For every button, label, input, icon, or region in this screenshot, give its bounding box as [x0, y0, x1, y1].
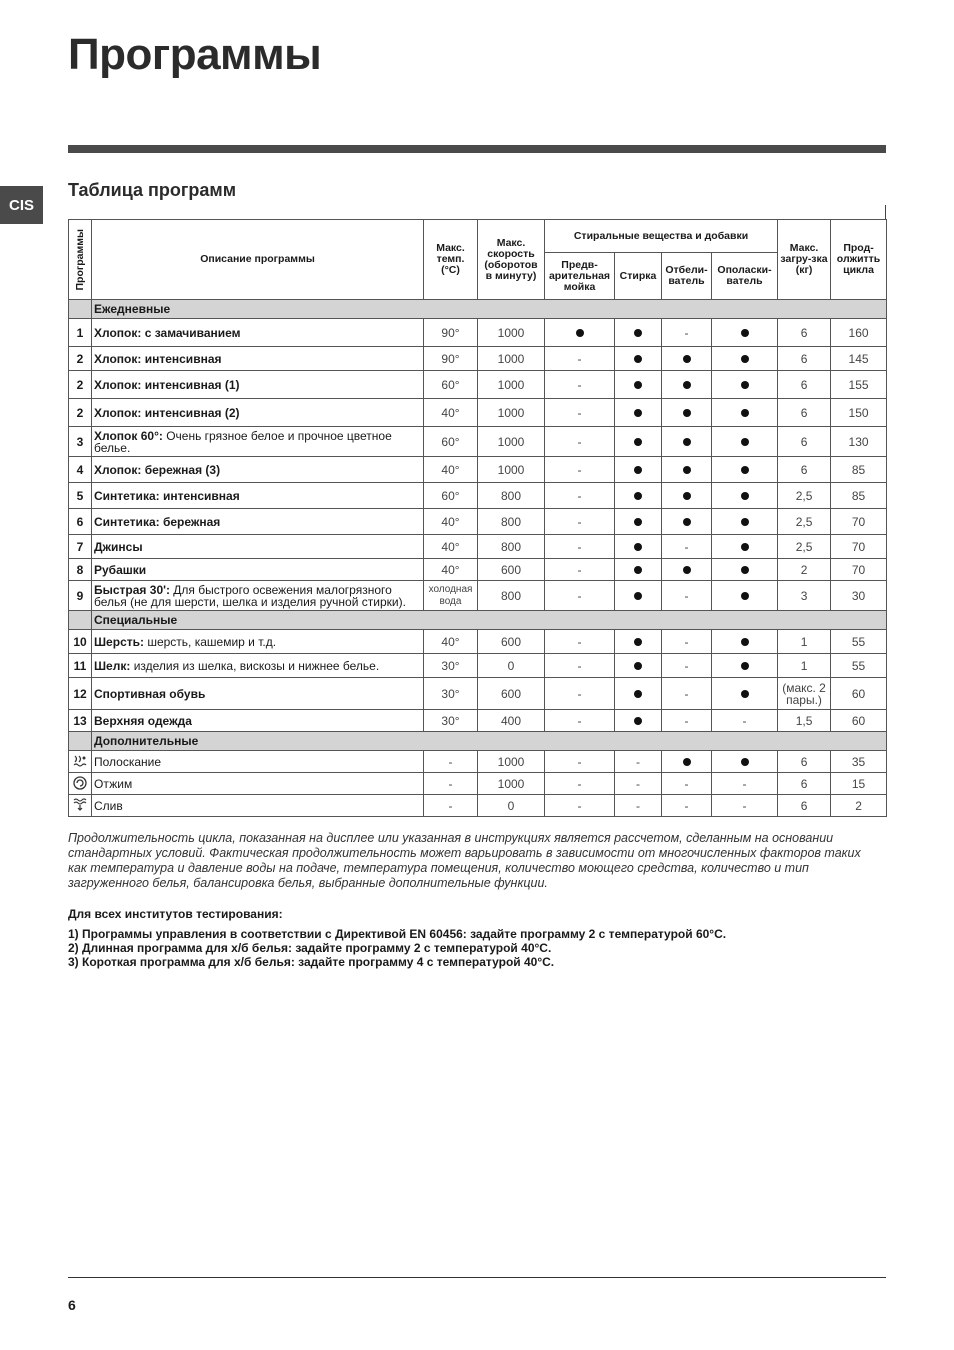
dot-icon [634, 466, 642, 474]
prewash-header: Предв-арительная мойка [545, 253, 615, 300]
included-mark [662, 399, 712, 427]
included-mark [662, 483, 712, 509]
page-title: Программы [68, 30, 322, 79]
program-number: 2 [69, 399, 92, 427]
included-mark [662, 457, 712, 483]
included-mark [615, 427, 662, 457]
included-mark [662, 559, 712, 581]
value-cell: - [545, 581, 615, 611]
included-mark [712, 559, 778, 581]
program-description [92, 654, 424, 678]
value-cell: 6 [778, 319, 831, 347]
value-cell: 70 [831, 559, 887, 581]
included-mark [712, 678, 778, 710]
included-mark [662, 371, 712, 399]
footer-divider [68, 1277, 886, 1278]
program-title: Хлопок: с замачиванием [94, 325, 241, 340]
dot-icon [634, 381, 642, 389]
testing-intro: Для всех институтов тестирования: [68, 907, 283, 921]
dot-icon [634, 592, 642, 600]
program-description [92, 509, 424, 535]
dot-icon [634, 566, 642, 574]
included-mark [615, 678, 662, 710]
program-description [92, 371, 424, 399]
value-cell: - [545, 630, 615, 654]
value-cell: 800 [478, 509, 545, 535]
included-mark [615, 654, 662, 678]
value-cell: 1000 [478, 427, 545, 457]
table-row [69, 319, 887, 347]
spin-icon [69, 773, 92, 795]
program-description [92, 710, 424, 732]
value-cell: - [424, 773, 478, 795]
value-cell: - [662, 319, 712, 347]
value-cell: 60 [831, 678, 887, 710]
value-cell: 40° [424, 457, 478, 483]
value-cell: 30° [424, 710, 478, 732]
value-cell: - [615, 751, 662, 773]
program-description [92, 751, 424, 773]
program-description [92, 795, 424, 817]
value-cell: 160 [831, 319, 887, 347]
value-cell: 3 [778, 581, 831, 611]
value-cell: 60° [424, 427, 478, 457]
table-row [69, 559, 887, 581]
program-description [92, 559, 424, 581]
max-speed-header: Макс. скорость (оборотов в минуту) [478, 220, 545, 300]
value-cell: 2 [831, 795, 887, 817]
dot-icon [741, 638, 749, 646]
table-row [69, 654, 887, 678]
value-cell: 6 [778, 371, 831, 399]
value-cell: - [545, 678, 615, 710]
program-number: 11 [69, 654, 92, 678]
value-cell: - [662, 710, 712, 732]
included-mark [712, 457, 778, 483]
program-number: 2 [69, 347, 92, 371]
table-row [69, 457, 887, 483]
value-cell: 35 [831, 751, 887, 773]
language-tab: CIS [0, 186, 43, 224]
included-mark [712, 535, 778, 559]
group-label: Специальные [92, 611, 887, 630]
table-corner-tick [885, 205, 886, 219]
program-number: 2 [69, 371, 92, 399]
table-row [69, 773, 887, 795]
included-mark [712, 654, 778, 678]
table-row [69, 581, 887, 611]
value-cell: 150 [831, 399, 887, 427]
table-row [69, 630, 887, 654]
dot-icon [683, 381, 691, 389]
dot-icon [576, 329, 584, 337]
program-title: Синтетика: интенсивная [94, 488, 240, 503]
program-details: шерсть, кашемир и т.д. [144, 634, 277, 649]
dot-icon [634, 518, 642, 526]
dot-icon [741, 690, 749, 698]
value-cell: - [712, 773, 778, 795]
included-mark [615, 581, 662, 611]
page-number: 6 [68, 1297, 76, 1313]
dot-icon [741, 518, 749, 526]
rinse-icon [69, 751, 92, 773]
dot-icon [741, 409, 749, 417]
testing-item: 1) Программы управления в соответствии с Директивой EN 60456: задайте программу 2 с температурой 60°C. [68, 927, 727, 941]
value-cell: 1000 [478, 319, 545, 347]
program-details: Очень грязное белое и прочное цветное белье. [94, 428, 392, 455]
value-cell: 1000 [478, 773, 545, 795]
program-details: Для быстрого освежения малогрязного белья (не для шерсти, шелка и изделия ручной стирки). [94, 582, 406, 609]
value-cell: - [545, 371, 615, 399]
included-mark [615, 399, 662, 427]
program-title: Шерсть: [94, 634, 144, 649]
value-cell: 2 [778, 559, 831, 581]
dot-icon [683, 758, 691, 766]
program-number: 13 [69, 710, 92, 732]
value-cell: 1000 [478, 371, 545, 399]
value-cell: 400 [478, 710, 545, 732]
group-spacer [69, 732, 92, 751]
included-mark [615, 371, 662, 399]
program-description [92, 773, 424, 795]
value-cell: - [615, 773, 662, 795]
included-mark [615, 710, 662, 732]
value-cell: - [545, 795, 615, 817]
value-cell: - [545, 654, 615, 678]
value-cell: 85 [831, 457, 887, 483]
dot-icon [634, 638, 642, 646]
value-cell: - [662, 535, 712, 559]
program-description [92, 399, 424, 427]
value-cell: 1,5 [778, 710, 831, 732]
value-cell: 30° [424, 678, 478, 710]
value-cell: - [545, 773, 615, 795]
program-number: 5 [69, 483, 92, 509]
included-mark [615, 630, 662, 654]
program-description [92, 535, 424, 559]
table-row [69, 710, 887, 732]
value-cell: 40° [424, 399, 478, 427]
value-cell: 70 [831, 509, 887, 535]
value-cell: 30° [424, 654, 478, 678]
program-description [92, 457, 424, 483]
program-details: Отжим [94, 776, 133, 791]
included-mark [615, 457, 662, 483]
dot-icon [741, 592, 749, 600]
dot-icon [634, 492, 642, 500]
program-number: 3 [69, 427, 92, 457]
value-cell: 85 [831, 483, 887, 509]
value-cell: 600 [478, 630, 545, 654]
testing-institutes [68, 907, 886, 969]
value-cell: - [662, 654, 712, 678]
included-mark [712, 581, 778, 611]
program-title: Джинсы [94, 539, 143, 554]
value-cell: 6 [778, 427, 831, 457]
group-label: Дополнительные [92, 732, 887, 751]
group-row [69, 300, 887, 319]
value-cell: 1000 [478, 457, 545, 483]
included-mark [615, 535, 662, 559]
value-cell: холодная вода [424, 581, 478, 611]
included-mark [662, 347, 712, 371]
value-cell: 1000 [478, 751, 545, 773]
value-cell: 0 [478, 795, 545, 817]
program-title: Хлопок: интенсивная (1) [94, 377, 240, 392]
included-mark [615, 319, 662, 347]
included-mark [662, 751, 712, 773]
value-cell: - [662, 581, 712, 611]
value-cell: - [545, 751, 615, 773]
program-title: Хлопок: интенсивная [94, 351, 222, 366]
value-cell: - [545, 399, 615, 427]
included-mark [712, 427, 778, 457]
testing-item: 2) Длинная программа для х/б белья: задайте программу 2 с температурой 40°C. [68, 941, 552, 955]
program-number: 7 [69, 535, 92, 559]
value-cell: 1000 [478, 347, 545, 371]
value-cell: 2,5 [778, 535, 831, 559]
dot-icon [741, 329, 749, 337]
value-cell: 6 [778, 795, 831, 817]
value-cell: - [615, 795, 662, 817]
value-cell: 40° [424, 509, 478, 535]
title-divider [68, 145, 886, 153]
included-mark [615, 483, 662, 509]
value-cell: 40° [424, 559, 478, 581]
value-cell: 15 [831, 773, 887, 795]
value-cell: 90° [424, 319, 478, 347]
program-description [92, 347, 424, 371]
dot-icon [683, 466, 691, 474]
program-title: Рубашки [94, 562, 147, 577]
value-cell: 800 [478, 483, 545, 509]
value-cell: 155 [831, 371, 887, 399]
value-cell: 40° [424, 630, 478, 654]
value-cell: 30 [831, 581, 887, 611]
program-number: 9 [69, 581, 92, 611]
program-details: Полоскание [94, 754, 162, 769]
included-mark [712, 509, 778, 535]
dot-icon [741, 438, 749, 446]
value-cell: - [662, 773, 712, 795]
softener-header: Ополаски-ватель [712, 253, 778, 300]
value-cell: - [662, 630, 712, 654]
value-cell: 6 [778, 399, 831, 427]
max-temp-header: Макс. темп. (°С) [424, 220, 478, 300]
programs-header: Программы [69, 220, 92, 300]
table-row [69, 399, 887, 427]
included-mark [615, 509, 662, 535]
dot-icon [741, 662, 749, 670]
value-cell: 70 [831, 535, 887, 559]
program-title: Шелк: [94, 658, 131, 673]
value-cell: 0 [478, 654, 545, 678]
value-cell: - [545, 509, 615, 535]
dot-icon [741, 466, 749, 474]
table-row [69, 751, 887, 773]
value-cell: - [545, 535, 615, 559]
table-row [69, 483, 887, 509]
value-cell: (макс. 2 пары.) [778, 678, 831, 710]
section-title: Таблица программ [68, 180, 237, 200]
program-description [92, 483, 424, 509]
included-mark [615, 559, 662, 581]
included-mark [712, 630, 778, 654]
value-cell: 40° [424, 535, 478, 559]
dot-icon [683, 355, 691, 363]
table-row [69, 795, 887, 817]
wash-header: Стирка [615, 253, 662, 300]
dot-icon [683, 438, 691, 446]
table-row [69, 427, 887, 457]
value-cell: 60° [424, 371, 478, 399]
program-title: Хлопок 60°: [94, 428, 163, 443]
value-cell: 2,5 [778, 509, 831, 535]
dot-icon [741, 492, 749, 500]
included-mark [662, 509, 712, 535]
dot-icon [741, 543, 749, 551]
program-details: изделия из шелка, вискозы и нижнее белье. [130, 658, 380, 673]
value-cell: - [662, 795, 712, 817]
value-cell: 6 [778, 347, 831, 371]
value-cell: - [662, 678, 712, 710]
dot-icon [634, 717, 642, 725]
dot-icon [741, 566, 749, 574]
program-details: Слив [94, 798, 123, 813]
dot-icon [683, 566, 691, 574]
dot-icon [634, 543, 642, 551]
value-cell: 90° [424, 347, 478, 371]
testing-item: 3) Короткая программа для х/б белья: задайте программу 4 с температурой 40°C. [68, 955, 555, 969]
group-row [69, 732, 887, 751]
value-cell: - [712, 795, 778, 817]
program-number: 10 [69, 630, 92, 654]
dot-icon [741, 355, 749, 363]
program-title: Хлопок: интенсивная (2) [94, 405, 240, 420]
included-mark [712, 319, 778, 347]
value-cell: 55 [831, 630, 887, 654]
value-cell: - [545, 483, 615, 509]
included-mark [712, 371, 778, 399]
dot-icon [683, 492, 691, 500]
program-number: 4 [69, 457, 92, 483]
program-description [92, 630, 424, 654]
table-body [69, 300, 887, 817]
program-title: Верхняя одежда [94, 713, 192, 728]
program-number: 12 [69, 678, 92, 710]
value-cell: - [545, 347, 615, 371]
programs-table [68, 219, 887, 817]
dot-icon [634, 355, 642, 363]
table-row [69, 371, 887, 399]
bleach-header: Отбели-ватель [662, 253, 712, 300]
dot-icon [634, 690, 642, 698]
table-row [69, 509, 887, 535]
value-cell: 130 [831, 427, 887, 457]
value-cell: 1 [778, 654, 831, 678]
value-cell: 800 [478, 581, 545, 611]
included-mark [712, 751, 778, 773]
program-number: 6 [69, 509, 92, 535]
group-row [69, 611, 887, 630]
program-description [92, 319, 424, 347]
value-cell: - [545, 559, 615, 581]
value-cell: 55 [831, 654, 887, 678]
included-mark [712, 483, 778, 509]
dot-icon [634, 438, 642, 446]
value-cell: - [424, 751, 478, 773]
duration-note: Продолжительность цикла, показанная на дисплее или указанная в инструкциях является рассчетом, сделанным на основании стандартных условий. Фактическая продолжительность может варьировать в зависимости от многочисленных факторов таких как температура и давление воды на подаче, температура помещения, количество моющего средства, количество и тип загруженного белья, балансировка белья, выбранные дополнительные функции. [68, 831, 861, 890]
dot-icon [634, 329, 642, 337]
max-load-header: Макс. загру-зка (кг) [778, 220, 831, 300]
program-title: Быстрая 30': [94, 582, 170, 597]
program-description [92, 581, 424, 611]
program-title: Синтетика: бережная [94, 514, 221, 529]
value-cell: 600 [478, 559, 545, 581]
value-cell: - [712, 710, 778, 732]
program-description [92, 678, 424, 710]
drain-icon [69, 795, 92, 817]
description-header: Описание программы [92, 220, 424, 300]
dot-icon [634, 662, 642, 670]
included-mark [545, 319, 615, 347]
detergents-header: Стиральные вещества и добавки [545, 220, 778, 253]
value-cell: 1 [778, 630, 831, 654]
value-cell: 60 [831, 710, 887, 732]
dot-icon [741, 381, 749, 389]
value-cell: - [545, 457, 615, 483]
included-mark [615, 347, 662, 371]
value-cell: 2,5 [778, 483, 831, 509]
value-cell: 600 [478, 678, 545, 710]
included-mark [712, 399, 778, 427]
value-cell: 60° [424, 483, 478, 509]
dot-icon [683, 518, 691, 526]
table-row [69, 535, 887, 559]
value-cell: 6 [778, 773, 831, 795]
value-cell: 6 [778, 457, 831, 483]
table-row [69, 678, 887, 710]
program-number: 8 [69, 559, 92, 581]
program-title: Спортивная обувь [94, 686, 206, 701]
program-number: 1 [69, 319, 92, 347]
program-description [92, 427, 424, 457]
dot-icon [741, 758, 749, 766]
duration-header: Прод-олжитть цикла [831, 220, 887, 300]
value-cell: 1000 [478, 399, 545, 427]
value-cell: 145 [831, 347, 887, 371]
value-cell: 800 [478, 535, 545, 559]
group-spacer [69, 300, 92, 319]
group-label: Ежедневные [92, 300, 887, 319]
dot-icon [634, 409, 642, 417]
included-mark [712, 347, 778, 371]
included-mark [662, 427, 712, 457]
value-cell: - [424, 795, 478, 817]
program-title: Хлопок: бережная (3) [94, 462, 221, 477]
group-spacer [69, 611, 92, 630]
value-cell: - [545, 710, 615, 732]
table-row [69, 347, 887, 371]
value-cell: 6 [778, 751, 831, 773]
dot-icon [683, 409, 691, 417]
value-cell: - [545, 427, 615, 457]
